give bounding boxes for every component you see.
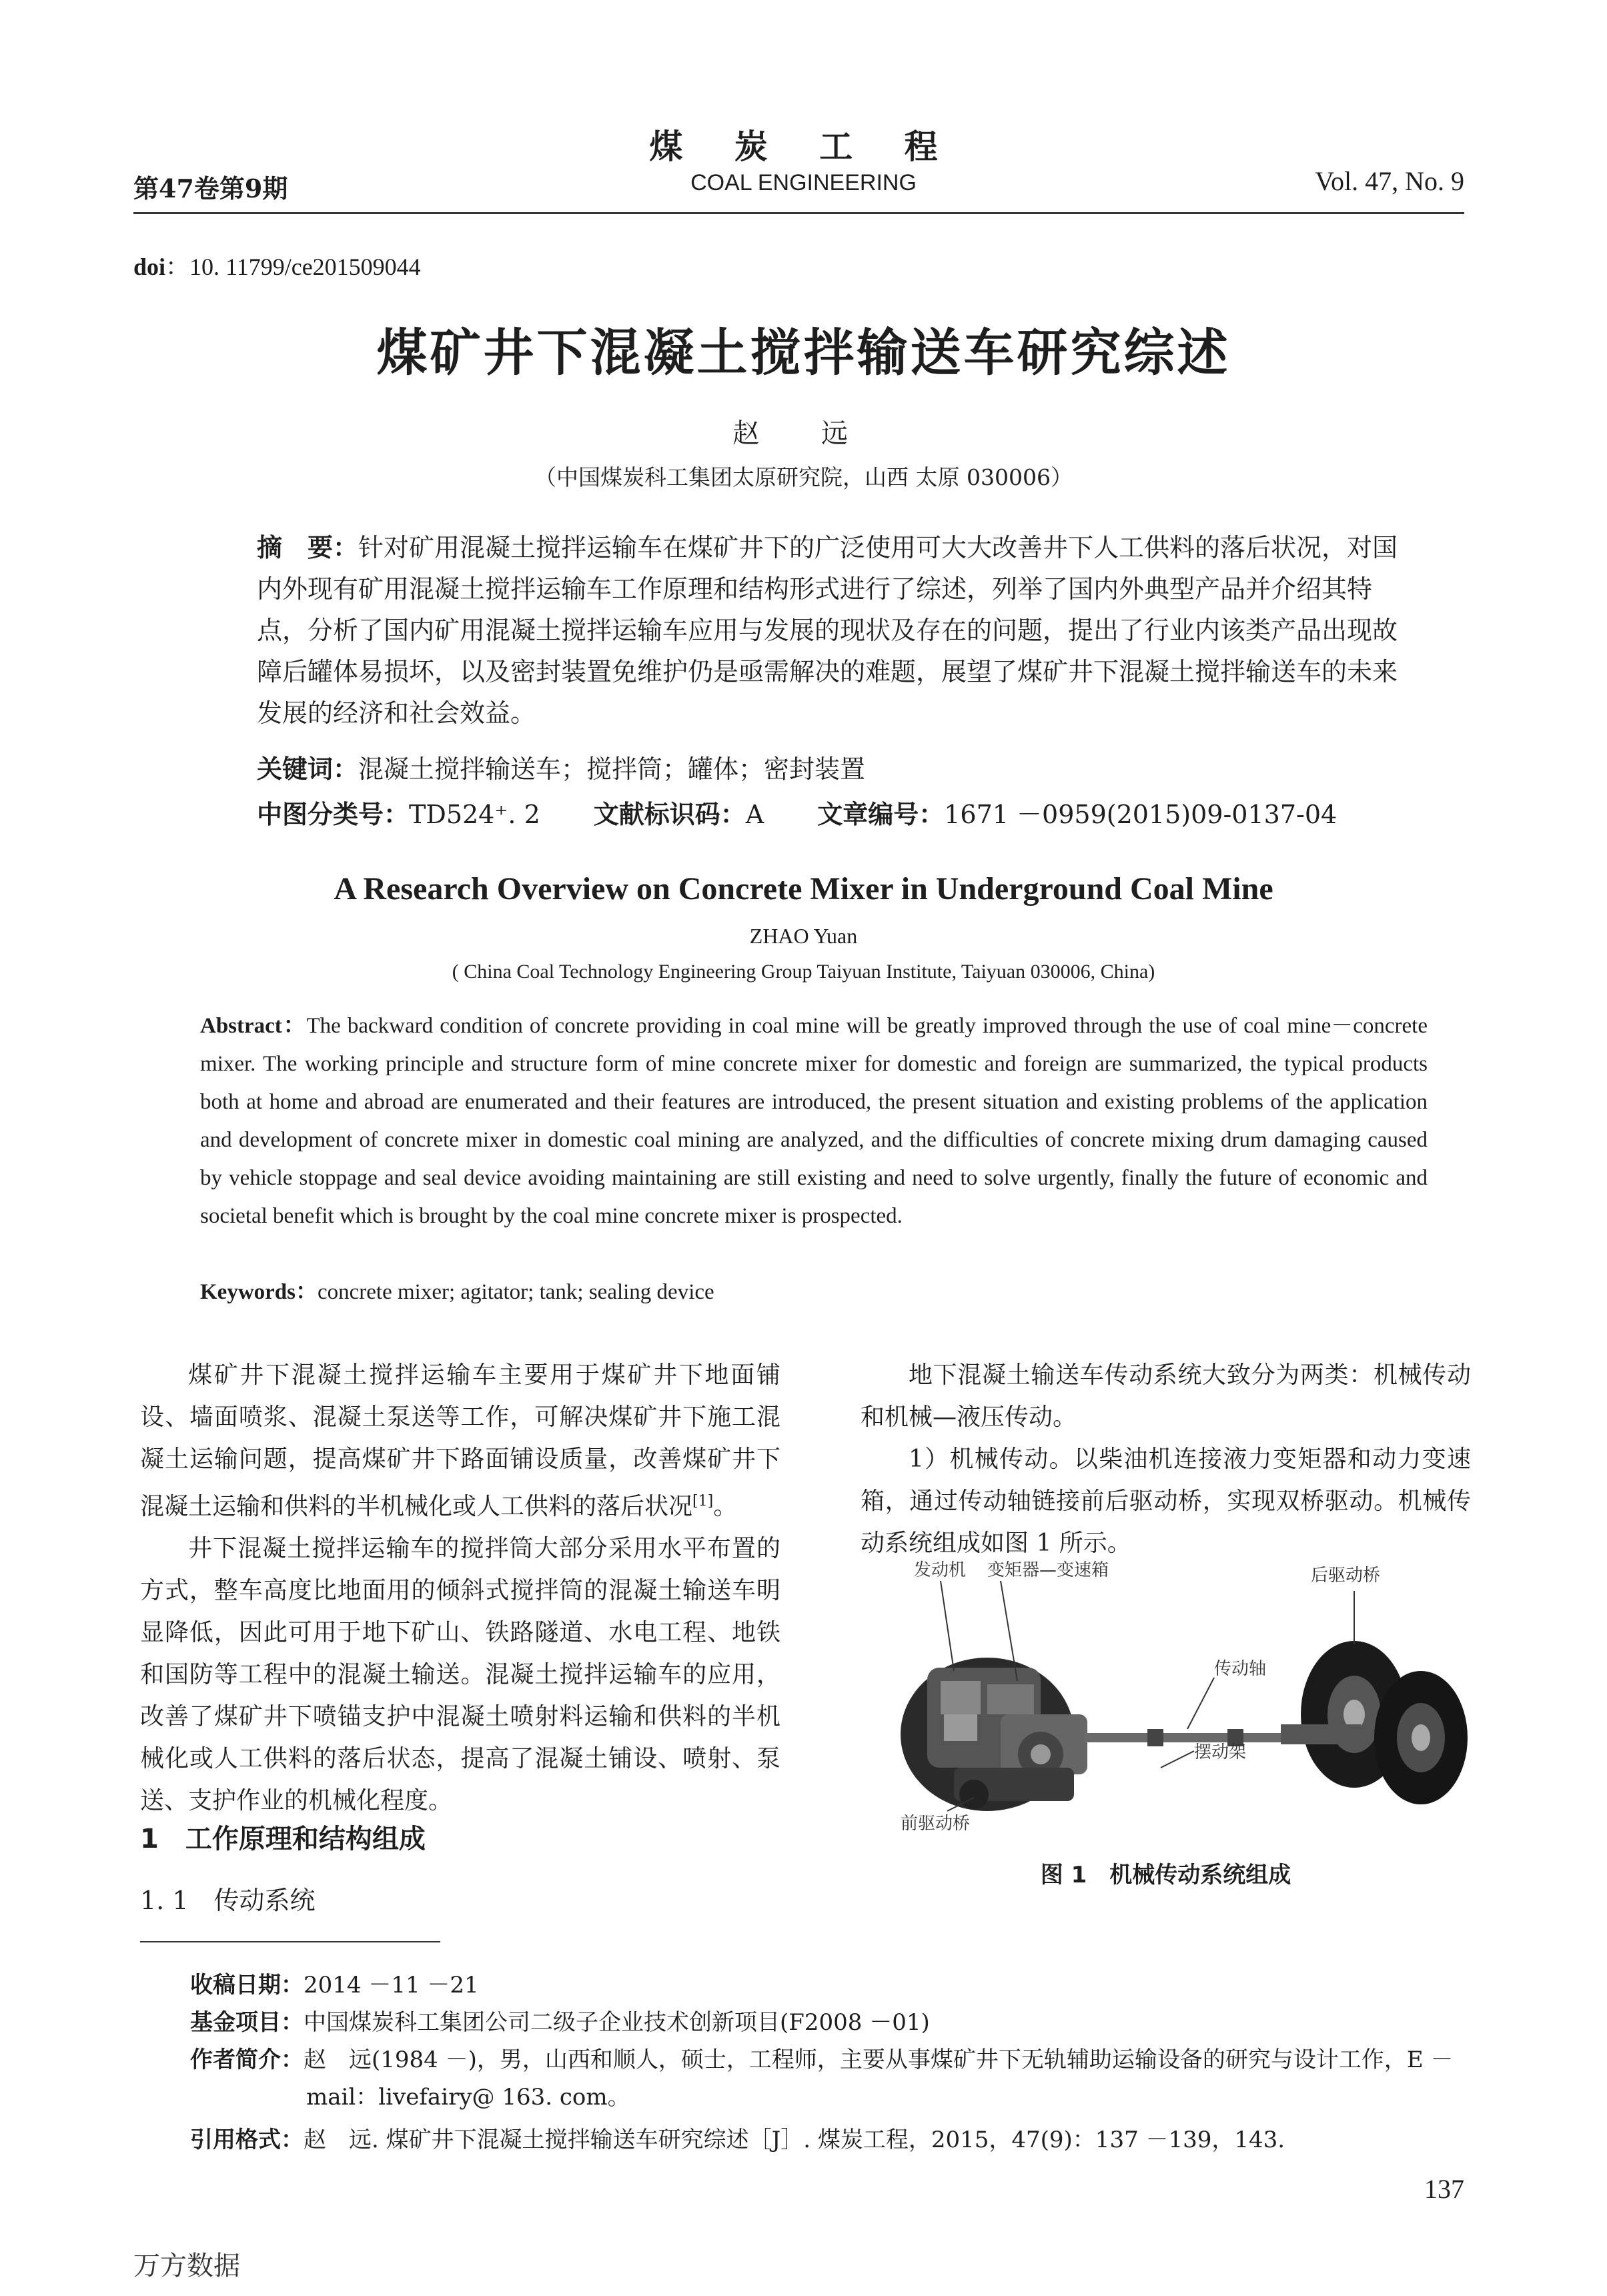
- engine-assembly-drawing: [901, 1658, 1087, 1811]
- footnote-fund: [190, 2004, 1471, 2041]
- label-engine: 发动机: [914, 1560, 967, 1580]
- abstract-cn-text: 针对矿用混凝土搅拌运输车在煤矿井下的广泛使用可大大改善井下人工供料的落后状况，对国内外现有矿用混凝土搅拌运输车工作原理和结构形式进行了综述，列举了国内外典型产品并介绍其特点，分析了国内矿用混凝土搅拌运输车应用与发展的现状及存在的问题，提出了行业内该类产品出现故障后罐体易损坏，以及密封装置免维护仍是亟需解决的难题，展望了煤矿井下混凝土搅拌输送车的未来发展的经济和社会效益。: [257, 533, 1398, 728]
- abstract-cn: [257, 527, 1418, 734]
- label-drive-shaft: 传动轴: [1214, 1659, 1267, 1679]
- clc-code: [257, 794, 540, 830]
- abstract-cn-label: 摘 要：: [257, 533, 359, 562]
- figure-1-drivetrain-photo: [894, 1554, 1468, 1834]
- doc-code: [594, 794, 764, 830]
- cite-value: 赵 远. 煤矿井下混凝土搅拌输送车研究综述［J］. 煤炭工程，2015，47(9)：137 －139，143.: [304, 2127, 1285, 2153]
- section-heading-1-1: 1. 1 传动系统: [140, 1886, 316, 1915]
- article-label: 文章编号：: [817, 800, 945, 829]
- affiliation-en: ( China Coal Technology Engineering Group Taiyuan Institute, Taiyuan 030006, China): [452, 961, 1155, 983]
- footnote-citation: [190, 2121, 1471, 2159]
- abstract-en-label: Abstract：: [200, 1014, 307, 1038]
- doi-value: 10. 11799/ce201509044: [189, 253, 421, 280]
- doc-label: 文献标识码：: [593, 800, 746, 829]
- paper-title-en: A Research Overview on Concrete Mixer in Underground Coal Mine: [334, 871, 1273, 907]
- body-left-paragraph-2: 井下混凝土搅拌运输车的搅拌筒大部分采用水平布置的方式，整车高度比地面用的倾斜式搅拌筒的混凝土输送车明显降低，因此可用于地下矿山、铁路隧道、水电工程、地铁和国防等工程中的混凝土输送。混凝土搅拌运输车的应用，改善了煤矿井下喷锚支护中混凝土喷射料运输和供料的半机械化或人工供料的落后状态，提高了混凝土铺设、喷射、泵送、支护作业的机械化程度。: [140, 1535, 780, 1814]
- keywords-cn: [257, 748, 1418, 785]
- body-left-paragraph-1: [140, 1354, 780, 1528]
- keywords-en-text: concrete mixer; agitator; tank; sealing device: [318, 1280, 714, 1304]
- cite-label: 引用格式：: [190, 2127, 304, 2153]
- doc-value: A: [745, 800, 764, 829]
- issue-en: Vol. 47, No. 9: [1315, 166, 1464, 196]
- abstract-en-text: The backward condition of concrete providing in coal mine will be greatly improved through the use of coal mine－concrete mixer. The working principle and structure form of mine concrete mixer for domestic and foreign are summarized, the typical products both at home and abroad are enumerated and their features are introduced, the present situation and existing problems of the application and development of concrete mixer in domestic coal mining are analyzed, and the difficulties of concrete mixing drum damaging caused by vehicle stoppage and seal device avoiding maintaining are still existing and need to solve urgently, finally the future of economic and societal benefit which is brought by the coal mine concrete mixer is prospected.: [200, 1014, 1428, 1228]
- article-code: [817, 800, 1337, 829]
- body-left-p1-text: 煤矿井下混凝土搅拌运输车主要用于煤矿井下地面铺设、墙面喷浆、混凝土泵送等工作，可解决煤矿井下施工混凝土运输问题，提高煤矿井下路面铺设质量，改善煤矿井下混凝土运输和供料的半机械化或人工供料的落后状况: [140, 1361, 780, 1520]
- fund-label: 基金项目：: [190, 2009, 304, 2036]
- fund-value: 中国煤炭科工集团公司二级子企业技术创新项目(F2008 －01): [304, 2009, 930, 2036]
- footnote-received: [190, 1966, 1471, 2004]
- label-converter: 变矩器—变速箱: [987, 1560, 1109, 1580]
- author-cn: 赵 远: [732, 418, 875, 449]
- doi-colon: ：: [165, 253, 190, 280]
- body-right-paragraph-1: 地下混凝土输送车传动系统大致分为两类：机械传动和机械—液压传动。: [861, 1361, 1471, 1431]
- footnote-author: [190, 2041, 1471, 2116]
- doi-label: doi: [133, 253, 166, 280]
- doi: [133, 248, 421, 282]
- author-bio-label: 作者简介：: [190, 2047, 304, 2073]
- author-en: ZHAO Yuan: [749, 924, 858, 948]
- keywords-en-label: Keywords：: [200, 1280, 318, 1304]
- body-right-paragraph-2: 1）机械传动。以柴油机连接液力变矩器和动力变速箱，通过传动轴链接前后驱动桥，实现双桥驱动。机械传动系统组成如图 1 所示。: [861, 1446, 1471, 1557]
- figure-1-caption: 图 1 机械传动系统组成: [1040, 1862, 1291, 1888]
- page-number: 137: [1424, 2174, 1464, 2204]
- keywords-cn-label: 关键词：: [257, 754, 359, 784]
- clc-value: TD524⁺. 2: [409, 800, 540, 829]
- section-heading-1: 1 工作原理和结构组成: [140, 1824, 426, 1854]
- body-left-column: [140, 1354, 780, 1822]
- label-swing-frame: 摆动架: [1194, 1742, 1247, 1762]
- journal-title-cn: 煤 炭 工 程: [649, 127, 958, 166]
- author-bio-value: 赵 远(1984 －)，男，山西和顺人，硕士，工程师，主要从事煤矿井下无轨辅助运输设备的研究与设计工作，E －mail：livefairy@ 163. com。: [304, 2047, 1454, 2111]
- citation-ref-1[interactable]: [1]: [692, 1493, 714, 1510]
- rear-axle-drawing: [1281, 1641, 1468, 1804]
- clc-label: 中图分类号：: [257, 800, 410, 829]
- keywords-en: [200, 1274, 1428, 1305]
- received-label: 收稿日期：: [190, 1972, 304, 1998]
- watermark-text: 万方数据: [133, 2251, 240, 2281]
- received-value: 2014 －11 －21: [304, 1972, 479, 1998]
- body-right-column: [861, 1354, 1471, 1564]
- affiliation-cn: （中国煤炭科工集团太原研究院，山西 太原 030006）: [534, 464, 1073, 490]
- label-rear-axle: 后驱动桥: [1311, 1566, 1381, 1586]
- article-value: 1671 －0959(2015)09-0137-04: [944, 800, 1337, 829]
- drive-shaft-drawing: [1084, 1729, 1284, 1746]
- header-rule: [133, 212, 1464, 214]
- classification-row: [257, 794, 1418, 830]
- journal-title-en: COAL ENGINEERING: [690, 170, 917, 195]
- footnote-rule: [140, 1941, 440, 1942]
- issue-cn: 第47卷第9期: [133, 173, 288, 203]
- abstract-en: [200, 1007, 1428, 1235]
- body-left-p1-end: 。: [713, 1493, 738, 1520]
- label-front-axle: 前驱动桥: [901, 1814, 971, 1834]
- keywords-cn-text: 混凝土搅拌输送车；搅拌筒；罐体；密封装置: [358, 754, 866, 784]
- paper-title-cn: 煤矿井下混凝土搅拌输送车研究综述: [376, 323, 1231, 382]
